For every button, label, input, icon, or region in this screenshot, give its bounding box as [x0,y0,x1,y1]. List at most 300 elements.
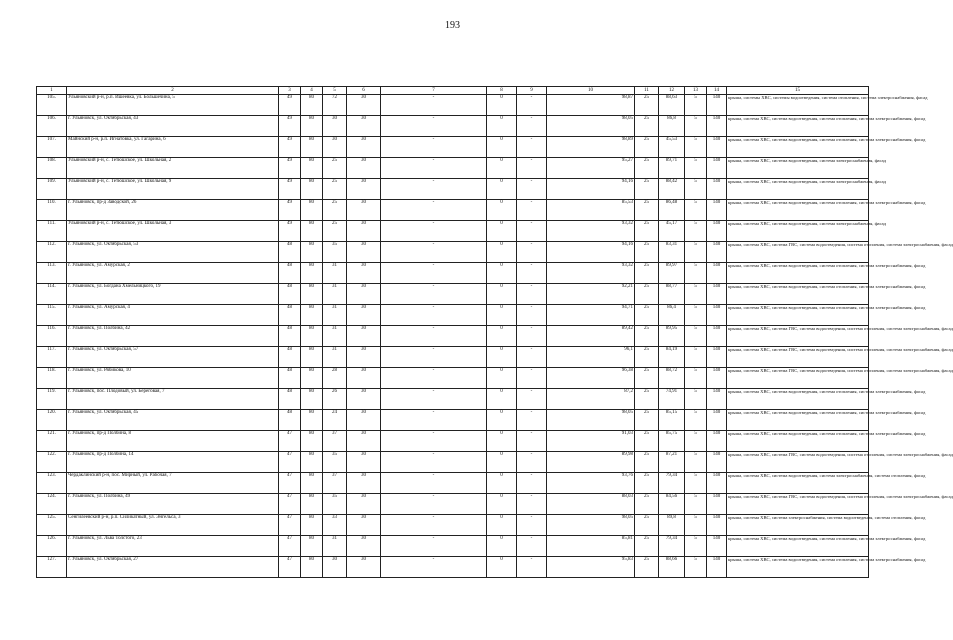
value-cell: 48 [279,347,301,368]
value-cell: 84,56 [659,494,685,515]
value-cell: 0 [487,242,517,263]
value-cell: - [517,368,547,389]
address-cell: г. Ульяновск, пр-д Заводской, 26 [67,200,279,221]
value-cell: 26 [323,389,347,410]
value-cell: 94,16 [547,179,635,200]
value-cell: 30 [347,95,381,116]
value-cell: - [381,368,487,389]
value-cell: 31 [323,284,347,305]
value-cell: 35 [323,494,347,515]
value-cell: 25 [635,242,659,263]
value-cell: 92,21 [547,284,635,305]
value-cell: 5 [685,494,707,515]
value-cell: 85,81 [547,536,635,557]
value-cell: 80 [301,557,323,578]
value-cell: 48 [279,263,301,284]
works-cell: крыша, система ХВС, система электроснабжения, система водоотведения, система отопления, фасад [727,515,869,536]
value-cell: 140 [707,410,727,431]
table-row [37,389,869,410]
row-number: 106. [37,116,67,137]
value-cell: - [517,242,547,263]
value-cell: 80 [301,536,323,557]
value-cell: 80 [301,515,323,536]
value-cell: 25 [635,452,659,473]
value-cell: 86,48 [659,200,685,221]
row-number: 112. [37,242,67,263]
works-cell: крыша, система ХВС, система ГВС, система водоотведения, система отопления, система электроснабжения, фасад [727,494,869,515]
value-cell: 37 [323,431,347,452]
value-cell: - [381,515,487,536]
value-cell: - [381,221,487,242]
value-cell: 5 [685,158,707,179]
column-number-header: 9 [517,87,547,95]
value-cell: 30 [347,179,381,200]
value-cell: 0 [487,179,517,200]
column-number-header: 15 [727,87,869,95]
value-cell: 49 [279,200,301,221]
value-cell: 140 [707,263,727,284]
value-cell: 31 [323,263,347,284]
value-cell: - [517,473,547,494]
value-cell: 0 [487,263,517,284]
value-cell: 49 [279,179,301,200]
value-cell: 89,71 [659,158,685,179]
value-cell: 5 [685,221,707,242]
address-cell: Ульяновский р-н, с. Тетюшское, ул. Школьная, 9 [67,179,279,200]
value-cell: 30 [347,284,381,305]
address-cell: г. Ульяновск, ул. Полбина, 42 [67,326,279,347]
value-cell: 88,72 [659,368,685,389]
value-cell: 5 [685,200,707,221]
value-cell: 80 [301,389,323,410]
value-cell: 0 [487,116,517,137]
address-cell: г. Ульяновск, пр-д Полбина, 14 [67,452,279,473]
value-cell: 79,34 [659,536,685,557]
value-cell: 80 [301,431,323,452]
value-cell: 5 [685,389,707,410]
value-cell: 30 [347,158,381,179]
row-number: 121. [37,431,67,452]
value-cell: 30 [347,242,381,263]
value-cell: 0 [487,368,517,389]
works-cell: крыша, система ХВС, система водоотведения, система отопления, система электроснабжения, фасад [727,305,869,326]
value-cell: 48 [279,284,301,305]
buildings-table [36,86,953,578]
value-cell: 140 [707,284,727,305]
value-cell: 30 [323,137,347,158]
value-cell: 47 [279,452,301,473]
value-cell: 37 [323,473,347,494]
column-number-header: 5 [323,87,347,95]
address-cell: г. Ульяновск, пр-д Полбина, 8 [67,431,279,452]
value-cell: 30 [347,431,381,452]
value-cell: 30 [347,452,381,473]
column-number-header: 7 [381,87,487,95]
column-number-header: 1 [37,87,67,95]
value-cell: 5 [685,473,707,494]
value-cell: - [517,116,547,137]
address-cell: г. Ульяновск, ул. Октябрьская, 27 [67,557,279,578]
value-cell: 49 [279,116,301,137]
table-row [37,410,869,431]
works-cell: крыша, система ХВС, система водоотведения, система отопления, система электроснабжения, фасад [727,536,869,557]
value-cell: 30 [347,368,381,389]
value-cell: 49 [279,137,301,158]
row-number: 124. [37,494,67,515]
value-cell: 25 [635,494,659,515]
value-cell: 80 [301,326,323,347]
value-cell: 85,15 [659,410,685,431]
address-cell: Чердаклинский р-н, пос. Мирный, ул. Рабочая, 7 [67,473,279,494]
page-number: 193 [445,20,460,31]
value-cell: 98,05 [547,116,635,137]
value-cell: 80 [301,242,323,263]
value-cell: - [381,557,487,578]
row-number: 119. [37,389,67,410]
value-cell: 84,19 [659,347,685,368]
value-cell: 0 [487,515,517,536]
value-cell: 88,03 [547,494,635,515]
row-number: 127. [37,557,67,578]
value-cell: 25 [323,200,347,221]
table-row [37,452,869,473]
value-cell: 80 [301,95,323,116]
table-row [37,515,869,536]
value-cell: 5 [685,95,707,116]
value-cell: 30 [323,557,347,578]
value-cell: 96,38 [547,368,635,389]
value-cell: 25 [635,515,659,536]
value-cell: 25 [323,179,347,200]
value-cell: 30 [347,410,381,431]
row-number: 107. [37,137,67,158]
column-numbers-row [37,87,869,95]
value-cell: 48 [279,389,301,410]
value-cell: 80 [301,137,323,158]
value-cell: 25 [635,431,659,452]
value-cell: - [381,494,487,515]
value-cell: 47 [279,536,301,557]
table-row [37,368,869,389]
value-cell: 45,53 [659,137,685,158]
value-cell: 89,98 [547,452,635,473]
table-row [37,305,869,326]
value-cell: 140 [707,515,727,536]
value-cell: - [381,410,487,431]
value-cell: 35 [323,242,347,263]
value-cell: 47 [279,431,301,452]
value-cell: 89,97 [659,263,685,284]
value-cell: 30 [347,221,381,242]
value-cell: 47 [279,557,301,578]
value-cell: 47 [279,494,301,515]
works-cell: крыша, системы ХВС, системы водоотведения, система отопления, система электроснабжения, фасад [727,95,869,116]
value-cell: 30 [347,536,381,557]
value-cell: - [517,221,547,242]
value-cell: - [381,326,487,347]
value-cell: 30 [347,494,381,515]
works-cell: крыша, система ХВС, система ГВС, система водоотведения, система отопления, система электроснабжения, фасад [727,452,869,473]
value-cell: - [517,431,547,452]
value-cell: - [381,284,487,305]
value-cell: 140 [707,200,727,221]
value-cell: 94,16 [547,242,635,263]
row-number: 125. [37,515,67,536]
address-cell: г. Ульяновск, пос. Плодовый, ул. Береговая, 7 [67,389,279,410]
address-cell: Сенгилеевский р-н, р.п. Силикатный, ул. Энгельса, 3 [67,515,279,536]
value-cell: 25 [635,410,659,431]
value-cell: 140 [707,179,727,200]
value-cell: - [381,242,487,263]
value-cell: 74,91 [659,389,685,410]
value-cell: - [381,347,487,368]
row-number: 108. [37,158,67,179]
value-cell: - [381,305,487,326]
value-cell: 25 [635,557,659,578]
value-cell: 87,2 [547,389,635,410]
value-cell: 79,34 [659,473,685,494]
value-cell: 0 [487,494,517,515]
row-number: 123. [37,473,67,494]
works-cell: крыша, система ХВС, система ГВС, система водоотведения, система отопления, система электроснабжения, фасад [727,347,869,368]
works-cell: крыша, система ХВС, система водоотведения, система отопления, система электроснабжения, фасад [727,284,869,305]
value-cell: 98,05 [547,410,635,431]
address-cell: Ульяновский р-н, с. Тетюшское, ул. Школьная, 2 [67,158,279,179]
value-cell: 88,66 [659,557,685,578]
table-row [37,179,869,200]
value-cell: 0 [487,347,517,368]
value-cell: - [517,557,547,578]
value-cell: 80 [301,368,323,389]
value-cell: 0 [487,326,517,347]
value-cell: 89,42 [547,326,635,347]
value-cell: - [381,536,487,557]
value-cell: 80 [301,116,323,137]
works-cell: крыша, система ХВС, система водоотведения, система отопления, система электроснабжения, фасад [727,431,869,452]
value-cell: 5 [685,410,707,431]
value-cell: 0 [487,221,517,242]
column-number-header: 14 [707,87,727,95]
value-cell: 30 [347,326,381,347]
value-cell: 49 [279,221,301,242]
value-cell: - [517,326,547,347]
value-cell: - [517,263,547,284]
value-cell: 140 [707,536,727,557]
value-cell: 93,32 [547,221,635,242]
value-cell: 25 [635,389,659,410]
value-cell: 93,76 [547,473,635,494]
value-cell: 24 [323,410,347,431]
value-cell: 30 [347,557,381,578]
table-header [37,87,869,95]
value-cell: 85,53 [547,200,635,221]
value-cell: 0 [487,95,517,116]
value-cell: - [381,452,487,473]
value-cell: - [517,200,547,221]
value-cell: - [381,473,487,494]
value-cell: 80 [301,200,323,221]
address-cell: г. Ульяновск, ул. Октябрьская, 57 [67,347,279,368]
value-cell: 30 [347,305,381,326]
value-cell: 80 [301,158,323,179]
value-cell: - [381,116,487,137]
value-cell: - [517,347,547,368]
column-number-header: 13 [685,87,707,95]
value-cell: 5 [685,179,707,200]
value-cell: 140 [707,473,727,494]
table-row [37,347,869,368]
value-cell: - [517,158,547,179]
value-cell: - [381,158,487,179]
value-cell: 94,71 [547,305,635,326]
value-cell: 140 [707,326,727,347]
column-number-header: 4 [301,87,323,95]
value-cell: 31 [323,326,347,347]
value-cell: 48 [279,242,301,263]
address-cell: Ульяновский р-н, р.п. Ишеевка, ул. Большечина, 5 [67,95,279,116]
value-cell: 0 [487,410,517,431]
value-cell: 25 [323,158,347,179]
value-cell: 140 [707,452,727,473]
value-cell: 0 [487,158,517,179]
row-number: 109. [37,179,67,200]
value-cell: 80 [301,473,323,494]
value-cell: 140 [707,347,727,368]
table-row [37,137,869,158]
value-cell: 5 [685,536,707,557]
row-number: 122. [37,452,67,473]
value-cell: 140 [707,221,727,242]
value-cell: 88,42 [659,179,685,200]
value-cell: - [381,389,487,410]
value-cell: 80 [301,284,323,305]
value-cell: 80 [301,263,323,284]
works-cell: крыша, система ХВС, система водоотведения, система отопления, система электроснабжения, фасад [727,200,869,221]
value-cell: 140 [707,242,727,263]
value-cell: - [517,305,547,326]
value-cell: 49 [279,95,301,116]
value-cell: - [381,431,487,452]
value-cell: 30 [347,473,381,494]
address-cell: г. Ульяновск, ул. Октябрьская, 43 [67,116,279,137]
row-number: 110. [37,200,67,221]
address-cell: г. Ульяновск, ул. Льва Толстого, 23 [67,536,279,557]
value-cell: 80 [301,221,323,242]
value-cell: 140 [707,494,727,515]
value-cell: 31 [323,305,347,326]
value-cell: 98,87 [547,95,635,116]
column-number-header: 3 [279,87,301,95]
value-cell: 0 [487,557,517,578]
table-row [37,536,869,557]
value-cell: 25 [635,263,659,284]
works-cell: крыша, система ХВС, система ГВС, система водоотведения, система отопления, система электроснабжения, фасад [727,326,869,347]
row-number: 120. [37,410,67,431]
row-number: 115. [37,305,67,326]
table-row [37,263,869,284]
table-body [37,95,953,578]
row-number: 126. [37,536,67,557]
value-cell: 5 [685,347,707,368]
column-number-header: 12 [659,87,685,95]
value-cell: 48 [279,305,301,326]
works-cell: крыша, система ХВС, система водоотведения, система отопления, система электроснабжения, фасад [727,263,869,284]
row-number: 113. [37,263,67,284]
value-cell: 87,21 [659,452,685,473]
value-cell: - [517,494,547,515]
value-cell: 95,83 [547,557,635,578]
address-cell: г. Ульяновск, ул. Октябрьская, 53 [67,242,279,263]
column-number-header: 2 [67,87,279,95]
value-cell: 80 [301,494,323,515]
value-cell: 30 [347,347,381,368]
column-number-header: 8 [487,87,517,95]
value-cell: 0 [487,305,517,326]
value-cell: 89,95 [659,326,685,347]
value-cell: 0 [487,137,517,158]
value-cell: - [517,410,547,431]
value-cell: 30 [347,116,381,137]
table-row [37,116,869,137]
value-cell: 140 [707,305,727,326]
works-cell: крыша, система ХВС, система водоотведения, система отопления, система электроснабжения, фасад [727,410,869,431]
value-cell: - [381,179,487,200]
table-row [37,494,869,515]
value-cell: 28 [323,368,347,389]
value-cell: 80 [301,179,323,200]
value-cell: 35 [323,452,347,473]
column-number-header: 11 [635,87,659,95]
row-number: 117. [37,347,67,368]
value-cell: 47 [279,515,301,536]
value-cell: 5 [685,137,707,158]
value-cell: 5 [685,263,707,284]
value-cell: 140 [707,557,727,578]
row-number: 105. [37,95,67,116]
value-cell: 80 [301,347,323,368]
address-cell: Майнский р-н, р.п. Игнатовка, ул. Гагарина, 6 [67,137,279,158]
table-row [37,431,869,452]
value-cell: 88,63 [659,95,685,116]
works-cell: крыша, система ХВС, система водоотведения, система электроснабжения, фасад [727,221,869,242]
table-row [37,158,869,179]
value-cell: 5 [685,116,707,137]
table-row [37,473,869,494]
value-cell: 30 [347,137,381,158]
row-number: 111. [37,221,67,242]
value-cell: - [517,284,547,305]
table-row [37,284,869,305]
value-cell: 80 [301,305,323,326]
value-cell: - [517,389,547,410]
value-cell: - [381,137,487,158]
value-cell: 25 [635,284,659,305]
value-cell: - [381,263,487,284]
value-cell: - [381,200,487,221]
value-cell: 45,17 [659,221,685,242]
value-cell: 0 [487,473,517,494]
value-cell: 98,89 [547,137,635,158]
value-cell: 25 [635,116,659,137]
value-cell: 96,1 [547,347,635,368]
value-cell: 86,4 [659,305,685,326]
works-cell: крыша, система ХВС, система ГВС, система водоотведения, система отопления, система электроснабжения, фасад [727,368,869,389]
value-cell: 25 [635,158,659,179]
value-cell: 30 [347,200,381,221]
row-number: 118. [37,368,67,389]
value-cell: 48 [279,326,301,347]
works-cell: крыша, система ХВС, система ГВС, система водоотведения, система отопления, система электроснабжения, фасад [727,242,869,263]
